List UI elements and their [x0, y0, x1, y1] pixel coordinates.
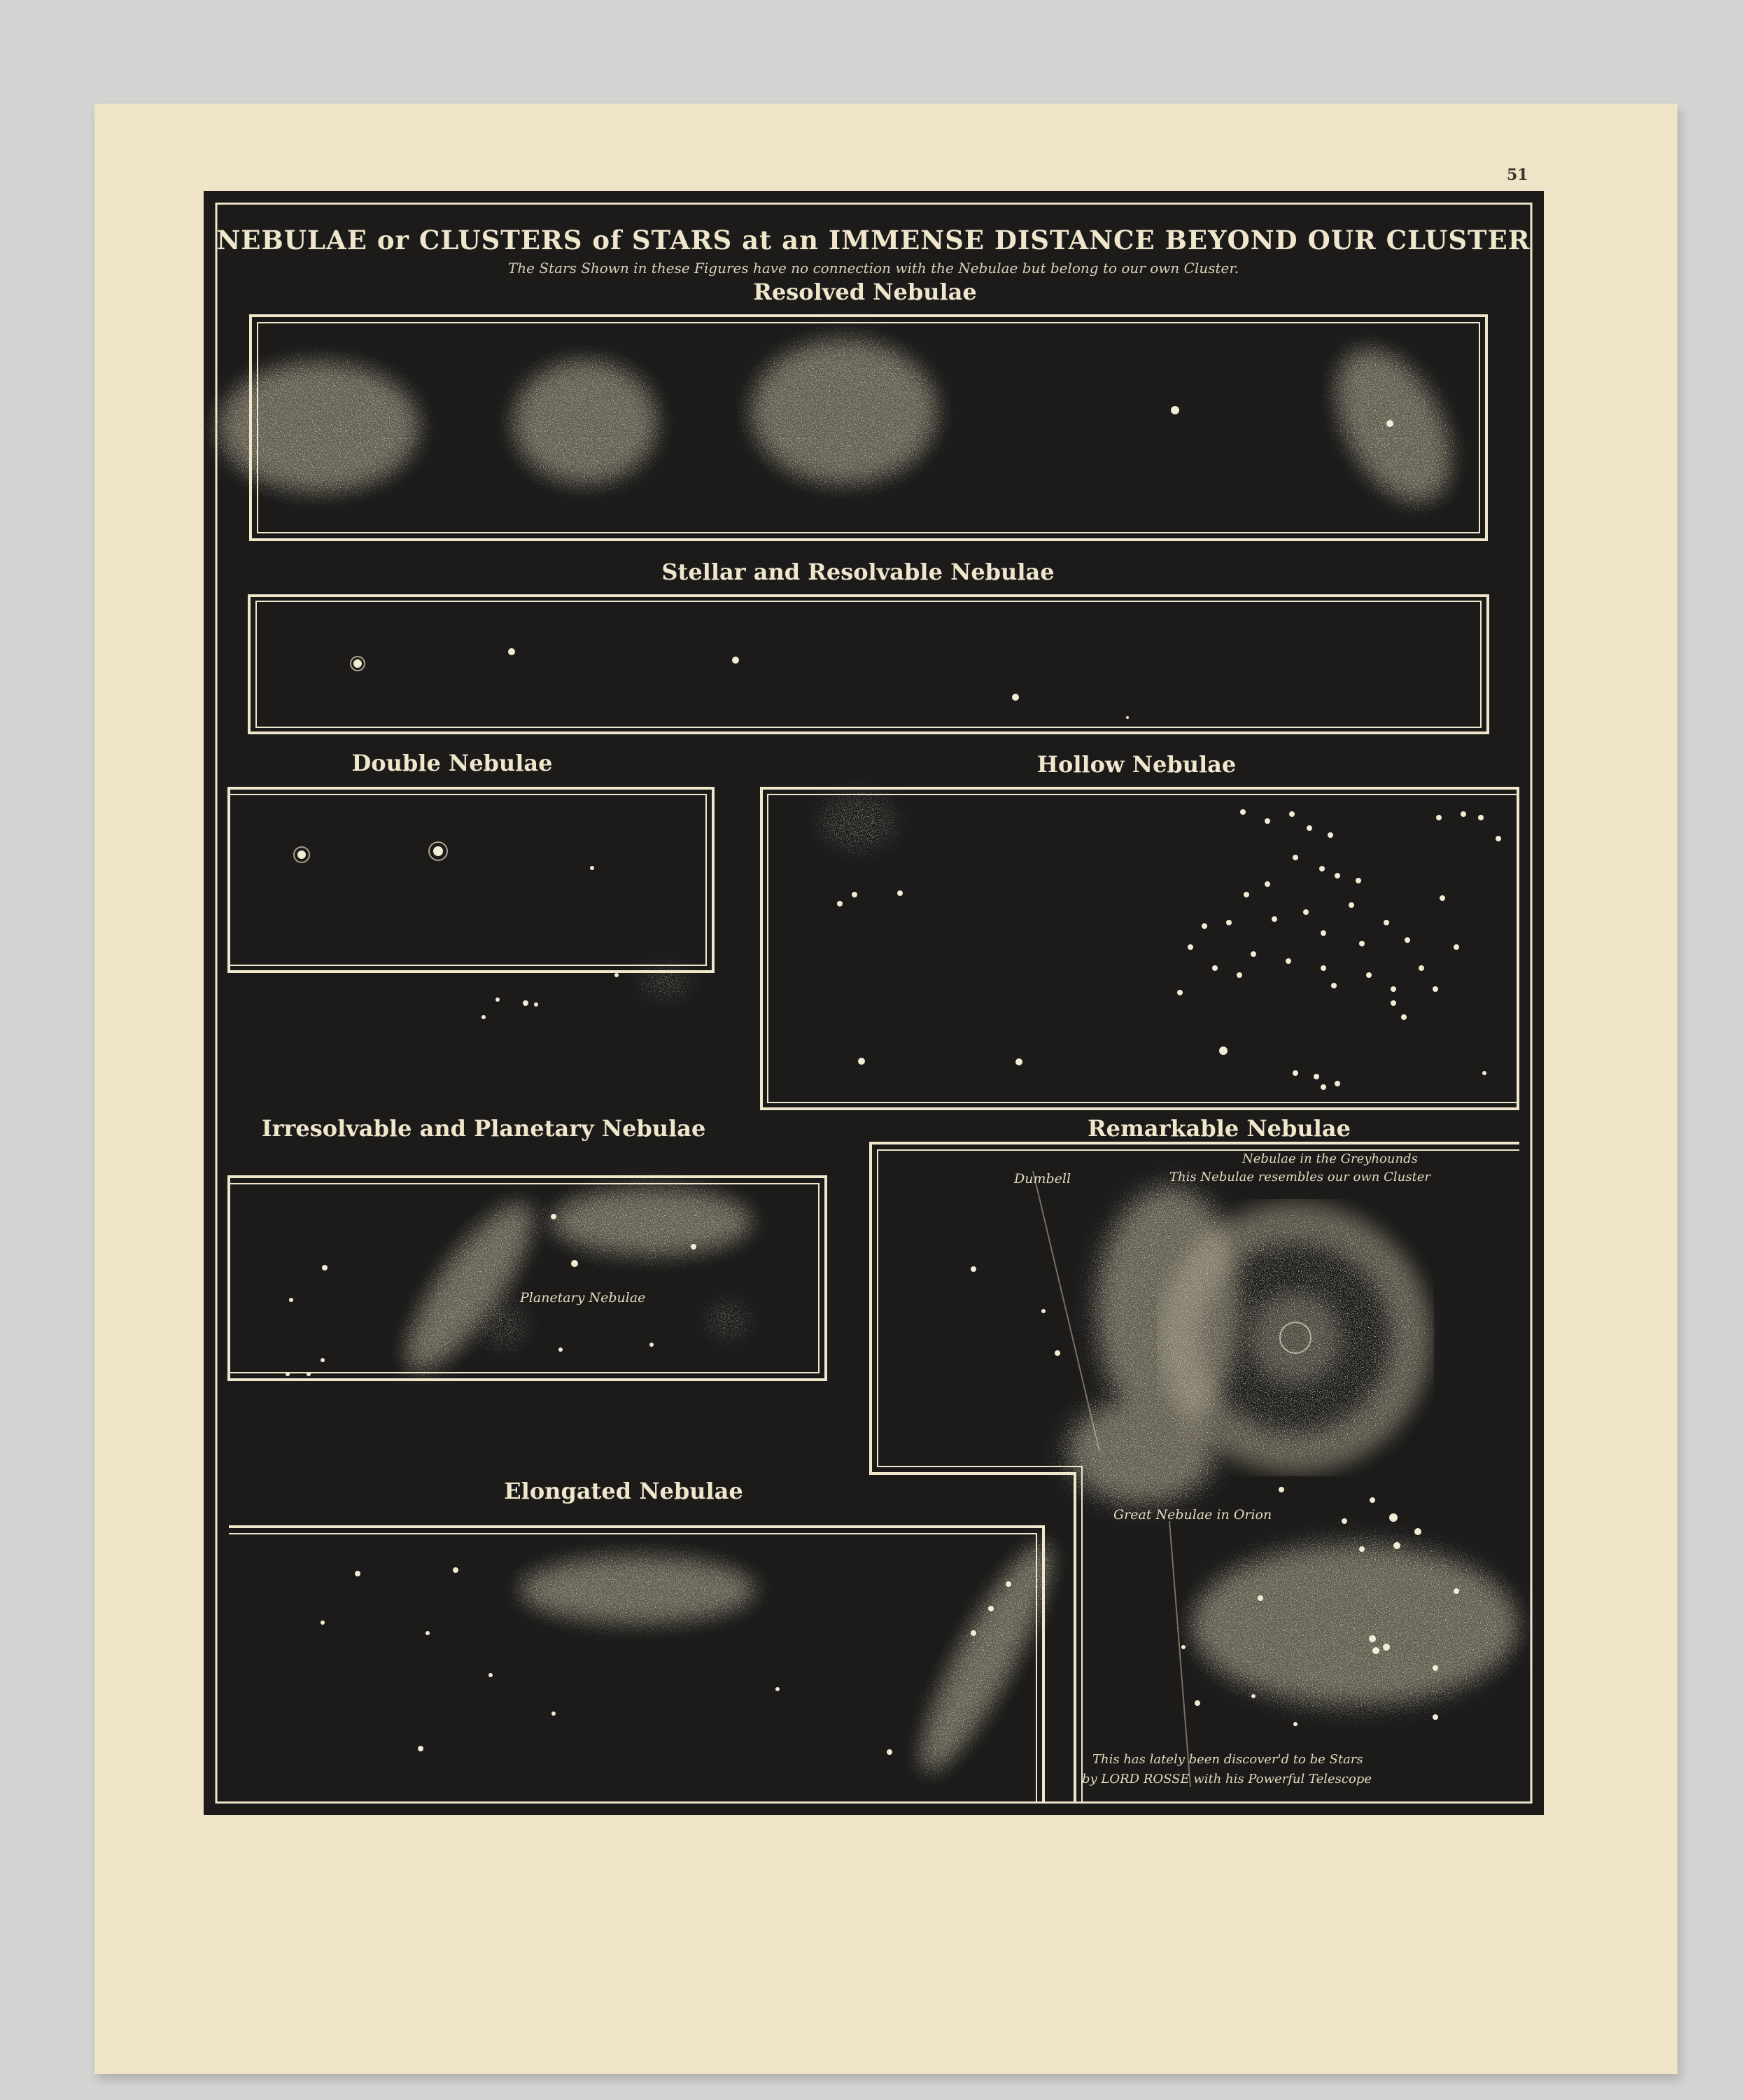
- label-orion-nebulae: Great Nebulae in Orion: [1113, 1507, 1272, 1522]
- plate-title: NEBULAE or CLUSTERS of STARS at an IMMENSE DISTANCE BEYOND OUR CLUSTER: [216, 225, 1531, 255]
- page-number: 51: [1507, 166, 1528, 184]
- star-plate: [204, 191, 1544, 1815]
- heading-remarkable-nebulae: Remarkable Nebulae: [1088, 1115, 1351, 1142]
- label-planetary-nebulae: Planetary Nebulae: [520, 1290, 646, 1306]
- label-greyhounds-nebulae: Nebulae in the Greyhounds: [1242, 1152, 1418, 1166]
- heading-stellar-resolvable-nebulae: Stellar and Resolvable Nebulae: [661, 559, 1055, 585]
- nebula-glows: [204, 191, 1544, 1815]
- heading-irresolvable-planetary-nebulae: Irresolvable and Planetary Nebulae: [261, 1115, 706, 1142]
- label-dumbbell: Dumbell: [1014, 1171, 1071, 1186]
- label-rosse-line-2: by LORD ROSSE with his Powerful Telescope: [1082, 1772, 1372, 1786]
- heading-elongated-nebulae: Elongated Nebulae: [504, 1478, 743, 1504]
- heading-hollow-nebulae: Hollow Nebulae: [1036, 751, 1237, 778]
- nebulae-illustration: [204, 191, 1544, 1815]
- heading-resolved-nebulae: Resolved Nebulae: [753, 279, 977, 305]
- plate-subtitle: The Stars Shown in these Figures have no connection with the Nebulae but belong to our own Cluster.: [507, 260, 1239, 276]
- label-greyhounds-note: This Nebulae resembles our own Cluster: [1169, 1170, 1430, 1184]
- heading-double-nebulae: Double Nebulae: [351, 750, 553, 776]
- label-rosse-line-1: This has lately been discover'd to be Stars: [1092, 1752, 1363, 1767]
